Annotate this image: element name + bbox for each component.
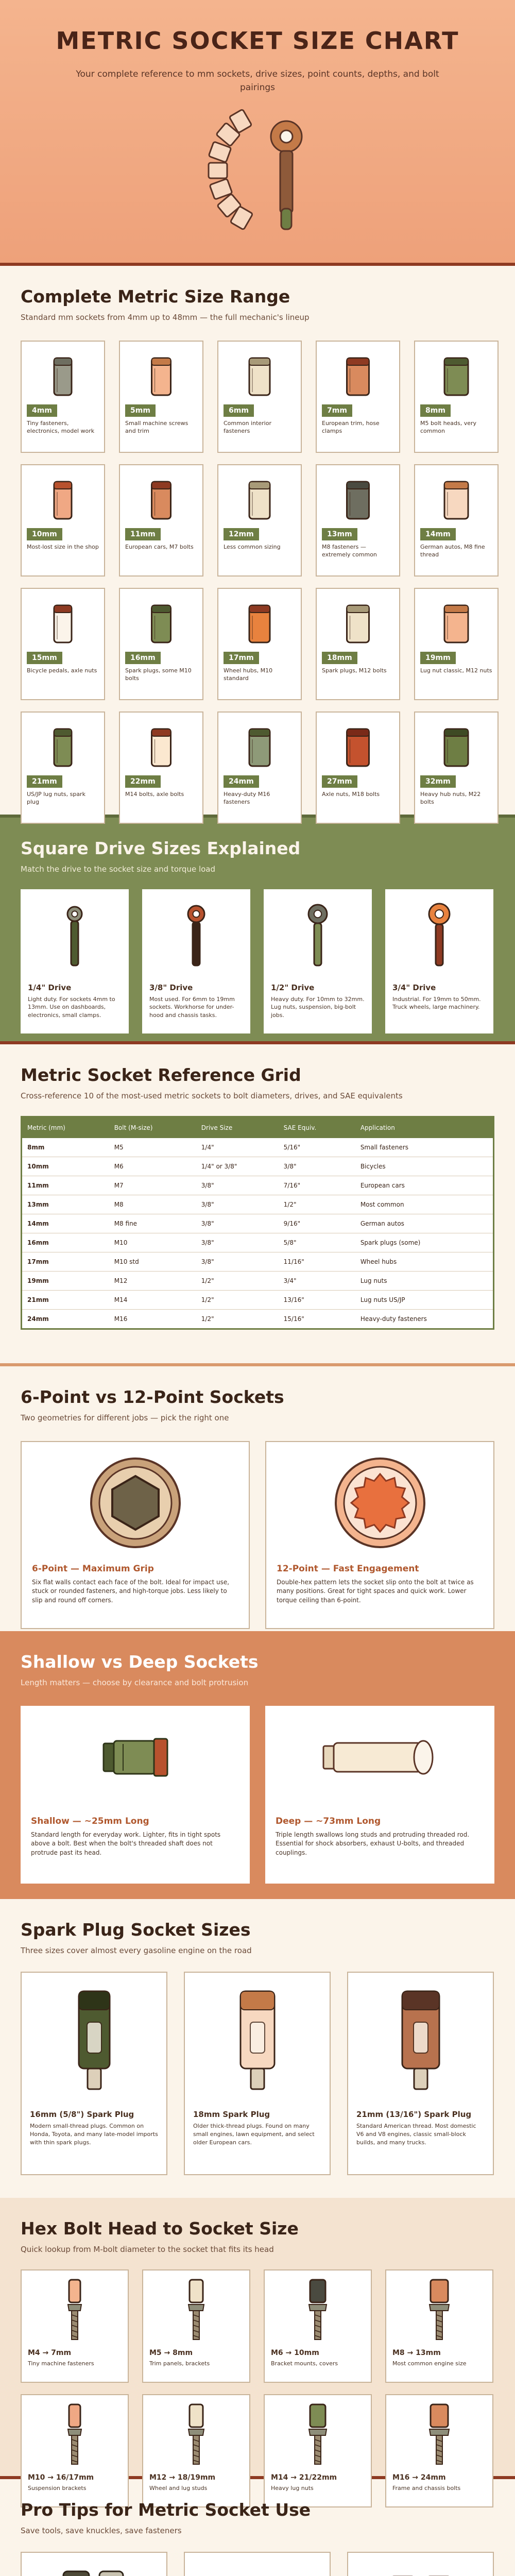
table-row [22, 1157, 494, 1176]
depth-title: Shallow vs Deep Sockets [21, 1652, 259, 1672]
hex-bolt-title: M8 → 13mm [392, 2349, 441, 2357]
spark-plug-card [21, 1972, 167, 2175]
twelve-point-text: Double-hex pattern lets the socket slip onto the bolt at twice as many positions. Great for tight spaces and quick work. Lower torque ceiling than 6-point. [277, 1579, 474, 1604]
socket-icon [332, 598, 384, 650]
pro-tip-card [21, 2552, 167, 2576]
bolt-and-socket-icon [170, 2276, 222, 2343]
ratchet-icon [170, 899, 222, 976]
table-body [22, 1138, 494, 1329]
table-cell: 3/8" [279, 1157, 355, 1176]
hex-title: Hex Bolt Head to Socket Size [21, 2218, 299, 2239]
socket-icon [135, 474, 187, 526]
size-card [119, 341, 203, 453]
table-cell: Small fasteners [355, 1138, 494, 1157]
table-cell: 10mm [22, 1157, 109, 1176]
table-row [22, 1252, 494, 1272]
drive-title: 1/2" Drive [271, 983, 315, 992]
twelve-point-title: 12-Point — Fast Engagement [277, 1564, 419, 1574]
shallow-socket-icon [74, 1715, 197, 1803]
hex-bolt-card [142, 2269, 250, 2383]
table-cell: 13mm [22, 1195, 109, 1214]
size-note: Bicycle pedals, axle nuts [27, 667, 97, 674]
hex-bolt-card [21, 2394, 129, 2507]
points-grid [21, 1441, 494, 1629]
table-cell: 17mm [22, 1252, 109, 1272]
socket-icon [431, 474, 482, 526]
bolt-and-socket-icon [49, 2276, 100, 2343]
socket-icon [234, 474, 285, 526]
socket-icon [135, 351, 187, 402]
size-note: Small machine screws and trim [125, 420, 188, 434]
table-cell: 1/4" [196, 1138, 279, 1157]
table-cell: 1/4" or 3/8" [196, 1157, 279, 1176]
spark-plug-socket-icon [56, 1981, 133, 2099]
size-badge: 7mm [322, 404, 352, 417]
socket-icon [431, 351, 482, 402]
tips-title: Pro Tips for Metric Socket Use [21, 2500, 311, 2520]
table-cell: M8 [109, 1195, 196, 1214]
size-badge: 4mm [27, 404, 57, 417]
drive-section [0, 815, 515, 1041]
size-range-title: Complete Metric Size Range [21, 286, 290, 307]
hex-bolt-card [385, 2269, 493, 2383]
size-note: Heavy hub nuts, M22 bolts [420, 791, 481, 805]
size-card [119, 588, 203, 700]
size-badge: 13mm [322, 528, 357, 540]
size-note: European cars, M7 bolts [125, 544, 194, 550]
depth-subtitle: Length matters — choose by clearance and bolt protrusion [21, 1678, 249, 1687]
ratchet-icon [414, 899, 465, 976]
table-cell: Spark plugs (some) [355, 1233, 494, 1252]
size-card [316, 588, 400, 700]
drive-title: 1/4" Drive [28, 983, 72, 992]
spark-plug-card [347, 1972, 494, 2175]
table-cell: Lug nuts US/JP [355, 1291, 494, 1310]
table-cell: 3/8" [196, 1214, 279, 1233]
size-card [316, 341, 400, 453]
six-point-title: 6-Point — Maximum Grip [32, 1564, 154, 1574]
table-row [22, 1214, 494, 1233]
socket-icon [37, 474, 89, 526]
size-card [414, 588, 499, 700]
tips-subtitle: Save tools, save knuckles, save fasteners [21, 2526, 182, 2535]
table-cell: M14 [109, 1291, 196, 1310]
page-subtitle: Your complete reference to mm sockets, drive sizes, point counts, depths, and bolt pairings [76, 69, 439, 93]
table-cell: 1/2" [196, 1291, 279, 1310]
drive-title: 3/8" Drive [149, 983, 193, 992]
table-cell: 11mm [22, 1176, 109, 1195]
table-row [22, 1138, 494, 1157]
table-cell: Lug nuts [355, 1272, 494, 1291]
twelve-point-card [265, 1441, 494, 1629]
table-cell: 3/8" [196, 1233, 279, 1252]
spark-plug-title: 16mm (5/8") Spark Plug [30, 2110, 134, 2119]
depth-section [0, 1631, 515, 1899]
ratchet-icon [292, 899, 344, 976]
size-grid [21, 341, 494, 824]
table-column-header: Bolt (M-size) [109, 1117, 196, 1139]
table-row [22, 1195, 494, 1214]
reference-subtitle: Cross-reference 10 of the most-used metric sockets to bolt diameters, drives, and SAE equivalents [21, 1091, 403, 1100]
size-card [21, 711, 105, 824]
size-badge: 12mm [224, 528, 259, 540]
size-range-subtitle: Standard mm sockets from 4mm up to 48mm — the full mechanic's lineup [21, 313, 310, 322]
size-card [414, 711, 499, 824]
deep-socket-icon [318, 1715, 442, 1803]
size-note: European trim, hose clamps [322, 420, 380, 434]
table-cell: Wheel hubs [355, 1252, 494, 1272]
hex-bolt-title: M5 → 8mm [149, 2349, 193, 2357]
hex-bolt-text: Wheel and lug studs [149, 2485, 208, 2492]
socket-icon [332, 474, 384, 526]
hex-bolt-title: M14 → 21/22mm [271, 2473, 337, 2482]
size-badge: 21mm [27, 775, 62, 788]
hex-bolt-card [385, 2394, 493, 2507]
points-section [0, 1363, 515, 1631]
table-cell: 13/16" [279, 1291, 355, 1310]
reference-table [21, 1116, 494, 1330]
table-cell: M10 [109, 1233, 196, 1252]
table-column-header: Drive Size [196, 1117, 279, 1139]
size-note: Less common sizing [224, 544, 281, 550]
size-badge: 10mm [27, 528, 62, 540]
size-note: Axle nuts, M18 bolts [322, 791, 380, 798]
drive-title: 3/4" Drive [392, 983, 436, 992]
size-card [217, 588, 302, 700]
drive-card [264, 889, 372, 1033]
size-badge: 14mm [420, 528, 456, 540]
size-card [316, 711, 400, 824]
twelve-point-socket-icon [329, 1451, 432, 1554]
size-badge: 16mm [125, 652, 161, 664]
size-note: Spark plugs, M12 bolts [322, 667, 387, 674]
socket-icon [332, 351, 384, 402]
size-card [217, 341, 302, 453]
table-cell: Bicycles [355, 1157, 494, 1176]
table-cell: European cars [355, 1176, 494, 1195]
spark-plug-text: Modern small-thread plugs. Common on Honda, Toyota, and many late-model imports with thin spark plugs. [30, 2123, 158, 2146]
hex-bolt-title: M12 → 18/19mm [149, 2473, 216, 2482]
table-cell: 24mm [22, 1310, 109, 1329]
drive-card [21, 889, 129, 1033]
page-title: METRIC SOCKET SIZE CHART [56, 27, 459, 55]
spark-plug-text: Older thick-thread plugs. Found on many small engines, lawn equipment, and select older European cars. [193, 2123, 315, 2146]
hex-bolt-card [264, 2394, 372, 2507]
drive-text: Industrial. For 19mm to 50mm. Truck wheels, large machinery. [392, 996, 481, 1011]
bolt-and-socket-icon [292, 2276, 344, 2343]
spark-plug-title: 18mm Spark Plug [193, 2110, 270, 2119]
drive-text: Heavy duty. For 10mm to 32mm. Lug nuts, suspension, big-bolt jobs. [271, 996, 365, 1019]
size-note: Heavy-duty M16 fasteners [224, 791, 270, 805]
hex-bolt-title: M16 → 24mm [392, 2473, 446, 2482]
drive-grid [21, 889, 494, 1033]
size-badge: 32mm [420, 775, 456, 788]
hex-bolt-text: Trim panels, brackets [149, 2360, 210, 2367]
size-badge: 5mm [125, 404, 156, 417]
table-cell: M8 fine [109, 1214, 196, 1233]
hex-subtitle: Quick lookup from M-bolt diameter to the socket that fits its head [21, 2245, 274, 2254]
spark-plug-title: 21mm (13/16") Spark Plug [356, 2110, 472, 2119]
table-cell: M7 [109, 1176, 196, 1195]
size-note: M14 bolts, axle bolts [125, 791, 184, 798]
size-card [217, 464, 302, 577]
reference-table-section [0, 1041, 515, 1363]
table-row [22, 1176, 494, 1195]
size-badge: 17mm [224, 652, 259, 664]
table-cell: M5 [109, 1138, 196, 1157]
bolt-and-socket-icon [414, 2276, 465, 2343]
size-note: Most-lost size in the shop [27, 544, 99, 550]
size-card [316, 464, 400, 577]
table-cell: 3/8" [196, 1195, 279, 1214]
table-row [22, 1310, 494, 1329]
size-note: Tiny fasteners, electronics, model work [27, 420, 95, 434]
drive-subtitle: Match the drive to the socket size and torque load [21, 865, 216, 874]
reference-title: Metric Socket Reference Grid [21, 1065, 301, 1085]
hex-bolt-text: Tiny machine fasteners [28, 2360, 94, 2367]
deep-title: Deep — ~73mm Long [276, 1816, 381, 1826]
socket-icon [37, 598, 89, 650]
socket-icon [431, 598, 482, 650]
tip-illustration-icon [43, 2561, 146, 2576]
table-cell: 5/8" [279, 1233, 355, 1252]
table-cell: 19mm [22, 1272, 109, 1291]
points-title: 6-Point vs 12-Point Sockets [21, 1387, 284, 1407]
table-column-header: SAE Equiv. [279, 1117, 355, 1139]
table-cell: 3/8" [196, 1176, 279, 1195]
hex-bolt-title: M4 → 7mm [28, 2349, 72, 2357]
spark-plug-card [184, 1972, 331, 2175]
table-cell: 5/16" [279, 1138, 355, 1157]
spark-plug-socket-icon [382, 1981, 459, 2099]
socket-icon [234, 598, 285, 650]
tip-illustration-icon [369, 2561, 472, 2576]
table-cell: 8mm [22, 1138, 109, 1157]
size-badge: 6mm [224, 404, 254, 417]
hex-bolt-card [21, 2269, 129, 2383]
tips-grid [21, 2552, 494, 2576]
socket-icon [332, 722, 384, 773]
table-cell: 21mm [22, 1291, 109, 1310]
socket-icon [234, 722, 285, 773]
ratchet-icon [49, 899, 100, 976]
spark-plug-text: Standard American thread. Most domestic V6 and V8 engines, classic small-block builds, and many trucks. [356, 2123, 476, 2146]
table-column-header: Application [355, 1117, 494, 1139]
table-cell: 3/4" [279, 1272, 355, 1291]
spark-plug-section [0, 1899, 515, 2198]
socket-icon [234, 351, 285, 402]
tip-illustration-icon [206, 2561, 309, 2576]
spark-title: Spark Plug Socket Sizes [21, 1920, 251, 1940]
shallow-card [21, 1706, 250, 1884]
size-note: Wheel hubs, M10 standard [224, 667, 273, 682]
table-column-header: Metric (mm) [22, 1117, 109, 1139]
shallow-text: Standard length for everyday work. Lighter, fits in tight spots above a bolt. Best when the bolt's threaded shaft does not protrude past its head. [31, 1831, 221, 1856]
size-card [21, 464, 105, 577]
hex-bolt-text: Suspension brackets [28, 2485, 87, 2492]
bolt-and-socket-icon [292, 2400, 344, 2467]
hex-grid [21, 2269, 494, 2507]
table-row [22, 1291, 494, 1310]
ratchet-and-sockets-illustration [191, 106, 324, 240]
table-cell: Heavy-duty fasteners [355, 1310, 494, 1329]
size-range-section [0, 266, 515, 815]
deep-text: Triple length swallows long studs and protruding threaded rod. Essential for shock absorbers, exhaust U-bolts, and threaded couplings. [276, 1831, 470, 1856]
table-cell: M10 std [109, 1252, 196, 1272]
size-note: US/JP lug nuts, spark plug [27, 791, 85, 805]
table-cell: M12 [109, 1272, 196, 1291]
bolt-and-socket-icon [170, 2400, 222, 2467]
table-cell: 1/2" [196, 1272, 279, 1291]
table-cell: M16 [109, 1310, 196, 1329]
table-cell: German autos [355, 1214, 494, 1233]
size-note: M5 bolt heads, very common [420, 420, 477, 434]
drive-title: Square Drive Sizes Explained [21, 838, 301, 858]
size-badge: 22mm [125, 775, 161, 788]
drive-text: Light duty. For sockets 4mm to 13mm. Use on dashboards, electronics, small clamps. [28, 996, 115, 1019]
table-cell: 15/16" [279, 1310, 355, 1329]
spark-grid [21, 1972, 494, 2175]
six-point-text: Six flat walls contact each face of the bolt. Ideal for impact use, stuck or rounded fasteners, and high-torque jobs. Less likely to slip and round off corners. [32, 1579, 230, 1604]
socket-icon [37, 351, 89, 402]
size-badge: 27mm [322, 775, 357, 788]
table-cell: M6 [109, 1157, 196, 1176]
table-header-row [22, 1117, 494, 1139]
table-cell: Most common [355, 1195, 494, 1214]
size-card [119, 464, 203, 577]
hex-bolt-text: Bracket mounts, covers [271, 2360, 338, 2367]
size-note: Spark plugs, some M10 bolts [125, 667, 192, 682]
points-subtitle: Two geometries for different jobs — pick the right one [21, 1413, 229, 1422]
hex-bolt-title: M6 → 10mm [271, 2349, 319, 2357]
size-card [414, 464, 499, 577]
pro-tip-card [347, 2552, 494, 2576]
socket-icon [37, 722, 89, 773]
deep-card [265, 1706, 494, 1884]
six-point-socket-icon [84, 1451, 187, 1554]
hero-header [0, 0, 515, 263]
spark-plug-socket-icon [219, 1981, 296, 2099]
table-row [22, 1233, 494, 1252]
bolt-and-socket-icon [49, 2400, 100, 2467]
size-note: Common interior fasteners [224, 420, 271, 434]
six-point-card [21, 1441, 250, 1629]
size-card [119, 711, 203, 824]
bolt-and-socket-icon [414, 2400, 465, 2467]
size-note: Lug nut classic, M12 nuts [420, 667, 492, 674]
drive-card [385, 889, 493, 1033]
socket-icon [431, 722, 482, 773]
size-card [217, 711, 302, 824]
size-card [414, 341, 499, 453]
size-badge: 8mm [420, 404, 451, 417]
socket-icon [135, 598, 187, 650]
size-note: German autos, M8 fine thread [420, 544, 485, 558]
size-badge: 24mm [224, 775, 259, 788]
size-note: M8 fasteners — extremely common [322, 544, 377, 558]
size-badge: 15mm [27, 652, 62, 664]
size-card [21, 341, 105, 453]
table-cell: 3/8" [196, 1252, 279, 1272]
hex-bolt-text: Frame and chassis bolts [392, 2485, 461, 2492]
size-badge: 11mm [125, 528, 161, 540]
table-cell: 1/2" [196, 1310, 279, 1329]
hex-bolt-text: Most common engine size [392, 2360, 467, 2367]
table-row [22, 1272, 494, 1291]
hex-bolt-text: Heavy lug nuts [271, 2485, 314, 2492]
table-cell: 11/16" [279, 1252, 355, 1272]
hex-bolt-title: M10 → 16/17mm [28, 2473, 94, 2482]
socket-icon [135, 722, 187, 773]
size-badge: 19mm [420, 652, 456, 664]
spark-subtitle: Three sizes cover almost every gasoline engine on the road [21, 1946, 252, 1955]
size-card [21, 588, 105, 700]
hex-bolt-card [264, 2269, 372, 2383]
hex-bolt-card [142, 2394, 250, 2507]
table-cell: 16mm [22, 1233, 109, 1252]
size-badge: 18mm [322, 652, 357, 664]
table-cell: 14mm [22, 1214, 109, 1233]
table-cell: 7/16" [279, 1176, 355, 1195]
table-cell: 1/2" [279, 1195, 355, 1214]
table-cell: 9/16" [279, 1214, 355, 1233]
pro-tip-card [184, 2552, 331, 2576]
shallow-title: Shallow — ~25mm Long [31, 1816, 149, 1826]
hex-bolt-section [0, 2198, 515, 2492]
drive-card [142, 889, 250, 1033]
depth-grid [21, 1706, 494, 1884]
drive-text: Most used. For 6mm to 19mm sockets. Workhorse for under-hood and chassis tasks. [149, 996, 235, 1019]
